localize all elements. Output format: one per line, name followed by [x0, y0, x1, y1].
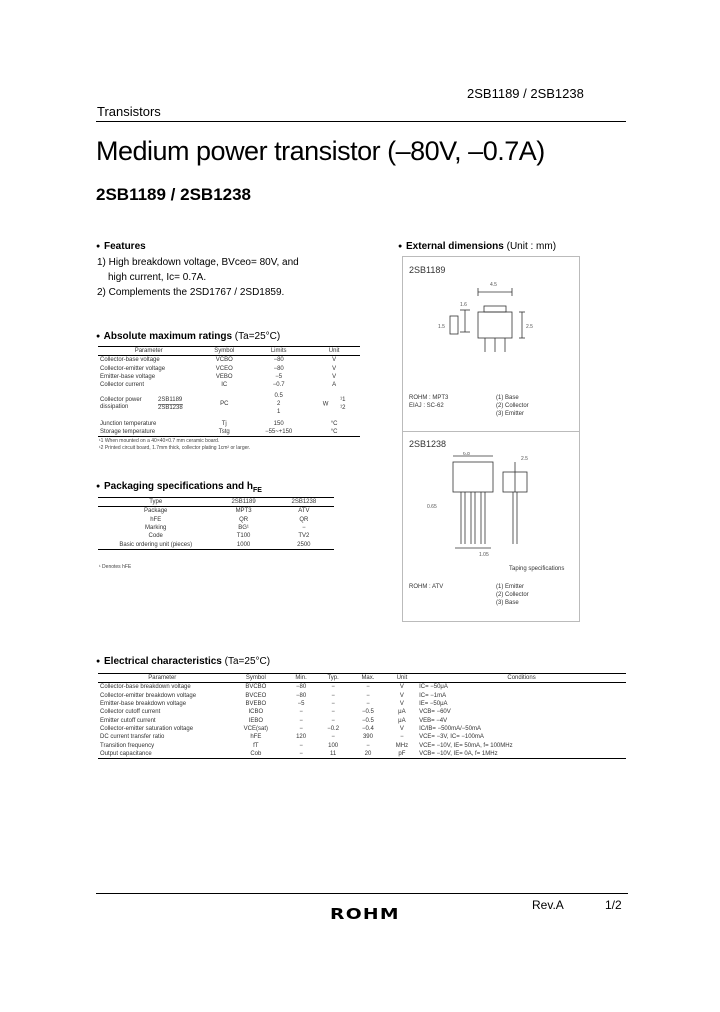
elec-max: 20	[349, 750, 387, 759]
pkg1-pin-2: (2) Collector	[496, 403, 529, 409]
abs-max-note-1: ¹1 When mounted on a 40×40×0.7 mm ceramic board.	[99, 438, 220, 444]
elec-col-typ: Typ.	[317, 674, 349, 683]
abs-max-limit: 150	[273, 420, 284, 427]
abs-max-symbol: VCEO	[215, 365, 233, 372]
elec-max: 390	[362, 734, 373, 741]
ext-dim-heading	[398, 241, 556, 252]
atv-dim-bottom: 1.05	[479, 552, 489, 558]
elec-min: −	[285, 750, 317, 759]
packaging-label: hFE	[150, 516, 162, 523]
power-variant-1: 2SB1189	[158, 396, 183, 403]
abs-max-col-limits: Limits	[249, 347, 308, 356]
packaging-val-b: TV2	[298, 533, 310, 540]
ext-dim-heading-text: External dimensions	[406, 241, 504, 252]
packaging-val-a: QR	[239, 516, 249, 523]
footer-page: 1/2	[605, 898, 622, 912]
table-row	[98, 692, 626, 700]
table-row	[98, 381, 360, 389]
pkg2-name: 2SB1238	[409, 439, 447, 449]
pkg1-name: 2SB1189	[409, 265, 446, 275]
electrical-cond: (Ta=25°C)	[224, 656, 271, 667]
dim-label-side: 1.5	[438, 324, 445, 330]
feature-2: 2) Complements the 2SD1767 / 2SD1859.	[97, 287, 285, 298]
elec-param: Collector-emitter saturation voltage	[100, 725, 194, 732]
elec-conditions: IC= −50μA	[419, 684, 448, 691]
abs-max-symbol: Tj	[221, 420, 227, 427]
elec-min: −	[299, 717, 303, 724]
packaging-header-row	[98, 498, 334, 507]
elec-symbol: BVCEO	[245, 692, 267, 699]
abs-max-unit: °C	[308, 428, 360, 437]
elec-col-max: Max.	[349, 674, 387, 683]
power-unit: W	[322, 402, 329, 409]
elec-conditions: IE= −50μA	[419, 701, 448, 708]
elec-conditions: VCE= −10V, IE= 50mA, f= 100MHz	[419, 742, 513, 749]
elec-max: −	[366, 684, 370, 691]
abs-max-unit: V	[332, 357, 337, 364]
abs-max-col-parameter: Parameter	[98, 347, 199, 356]
table-row	[98, 365, 360, 373]
packaging-col-type: Type	[98, 498, 213, 507]
elec-symbol: ICBO	[248, 709, 264, 716]
pkg2-note: Taping specifications	[509, 566, 565, 572]
table-row	[98, 373, 360, 381]
packaging-col-a: 2SB1189	[213, 498, 273, 507]
power-mark-2: ¹2	[340, 405, 346, 412]
elec-unit: V	[399, 725, 404, 732]
power-marks	[340, 396, 345, 412]
elec-typ: 100	[328, 742, 339, 749]
table-row	[98, 716, 626, 724]
elec-symbol: fT	[253, 742, 259, 749]
packaging-heading-text: Packaging specifications and h	[104, 481, 253, 492]
elec-min: −80	[295, 684, 307, 691]
table-row	[98, 389, 360, 419]
ext-dim-separator	[402, 431, 580, 432]
pkg2-rohm: ROHM : ATV	[409, 584, 444, 590]
header-part-numbers: 2SB1189 / 2SB1238	[467, 86, 584, 101]
elec-symbol: BVCBO	[245, 684, 267, 691]
elec-param: Collector-emitter breakdown voltage	[100, 692, 197, 699]
table-row	[98, 733, 626, 741]
packaging-val-b: −	[302, 525, 306, 532]
abs-max-heading	[96, 331, 280, 342]
page-subtitle: 2SB1189 / 2SB1238	[96, 185, 252, 204]
packaging-label: Basic ordering unit (pieces)	[98, 540, 213, 549]
power-limit-3: 1	[277, 409, 281, 416]
packaging-col-b: 2SB1238	[274, 498, 334, 507]
pkg1-pin-1: (1) Base	[496, 395, 519, 401]
packaging-val-a: T100	[236, 533, 251, 540]
power-variant-2: 2SB1238	[158, 404, 183, 411]
table-row	[98, 356, 360, 365]
elec-conditions: IC= −1mA	[419, 692, 447, 699]
table-row	[98, 532, 334, 540]
elec-param: Transition frequency	[100, 742, 155, 749]
elec-param: Emitter-base breakdown voltage	[100, 701, 187, 708]
power-mark-1: ¹1	[340, 397, 346, 404]
elec-min: −	[299, 725, 303, 732]
abs-max-param: Collector-emitter voltage	[100, 365, 166, 372]
abs-max-col-unit: Unit	[308, 347, 360, 356]
elec-col-unit: Unit	[387, 674, 417, 683]
elec-conditions: IC/IB= −500mA/−50mA	[419, 725, 481, 732]
atv-package-drawing	[425, 452, 575, 562]
elec-col-symbol: Symbol	[227, 674, 285, 683]
packaging-label: Code	[148, 533, 163, 540]
elec-param: Collector cutoff current	[100, 709, 161, 716]
elec-max: −0.5	[362, 717, 374, 724]
elec-symbol: VCE(sat)	[243, 725, 269, 732]
dim-label-lead: 1.6	[460, 302, 467, 308]
power-variants	[158, 397, 183, 412]
elec-unit: −	[400, 734, 404, 741]
table-row	[98, 741, 626, 749]
packaging-label: Marking	[145, 525, 167, 532]
elec-unit: V	[399, 692, 404, 699]
packaging-val-b: 2500	[274, 540, 334, 549]
table-row	[98, 725, 626, 733]
elec-typ: −	[331, 692, 335, 699]
elec-param: DC current transfer ratio	[100, 734, 165, 741]
packaging-table	[98, 497, 334, 550]
packaging-val-a: 1000	[213, 540, 273, 549]
elec-col-parameter: Parameter	[98, 674, 227, 683]
abs-max-unit: A	[332, 382, 337, 389]
features-heading	[96, 241, 146, 252]
atv-dim-right: 2.5	[521, 456, 528, 462]
elec-typ: −	[331, 684, 335, 691]
elec-typ: −	[331, 717, 335, 724]
electrical-heading-text: Electrical characteristics	[104, 656, 222, 667]
table-row	[98, 428, 360, 437]
elec-unit: V	[399, 684, 404, 691]
abs-max-unit: V	[332, 365, 337, 372]
elec-symbol: Cob	[227, 750, 285, 759]
packaging-val-a: MPT3	[235, 508, 252, 515]
packaging-note: ¹ Denotes hFE	[99, 564, 132, 570]
elec-param: Collector-base breakdown voltage	[100, 684, 191, 691]
elec-unit: μA	[398, 717, 406, 724]
elec-symbol: BVEBO	[245, 701, 267, 708]
elec-unit: MHz	[395, 742, 409, 749]
elec-col-conditions: Conditions	[417, 674, 626, 683]
elec-typ: 11	[317, 750, 349, 759]
abs-max-limit: −55~+150	[249, 428, 308, 437]
table-row	[98, 683, 626, 692]
power-symbol: PC	[220, 401, 229, 408]
abs-max-symbol: VEBO	[215, 374, 233, 381]
abs-max-param: Junction temperature	[100, 420, 157, 427]
table-row	[98, 540, 334, 549]
electrical-table	[98, 673, 626, 759]
elec-min: −5	[297, 701, 305, 708]
header-rule	[96, 121, 626, 122]
elec-symbol: IEBO	[248, 717, 264, 724]
abs-max-symbol: VCBO	[215, 357, 233, 364]
dim-label-height: 2.5	[526, 324, 533, 330]
abs-max-note-2: ¹2 Printed circuit board, 1.7mm thick, collector plating 1cm² or larger.	[99, 445, 251, 451]
abs-max-unit: °C	[330, 420, 338, 427]
packaging-val-a: BG¹	[238, 525, 249, 532]
packaging-label: Package	[144, 508, 168, 515]
elec-param: Output capacitance	[98, 750, 227, 759]
table-row	[98, 700, 626, 708]
table-row	[98, 516, 334, 524]
elec-min: 120	[296, 734, 307, 741]
elec-col-min: Min.	[285, 674, 317, 683]
table-row	[98, 507, 334, 516]
footer-revision: Rev.A	[532, 898, 564, 912]
elec-typ: −	[331, 701, 335, 708]
page-title: Medium power transistor (–80V, –0.7A)	[96, 136, 545, 166]
features-heading-text: Features	[104, 241, 146, 252]
abs-max-param: Collector current	[100, 382, 145, 389]
abs-max-col-symbol: Symbol	[199, 347, 249, 356]
abs-max-unit: V	[332, 374, 337, 381]
abs-max-header-row	[98, 347, 360, 356]
table-row	[98, 708, 626, 716]
pkg1-rohm: ROHM : MPT3	[409, 395, 449, 401]
elec-typ: −	[331, 734, 335, 741]
feature-1: 1) High breakdown voltage, BVceo= 80V, and	[97, 257, 299, 268]
elec-conditions: VCB= −10V, IE= 0A, f= 1MHz	[417, 750, 626, 759]
packaging-val-b: ATV	[298, 508, 310, 515]
abs-max-symbol: IC	[221, 382, 228, 389]
abs-max-heading-text: Absolute maximum ratings	[103, 331, 233, 342]
elec-param: Emitter cutoff current	[100, 717, 156, 724]
elec-min: −	[299, 742, 303, 749]
abs-max-param: Storage temperature	[98, 428, 199, 437]
abs-max-param: Emitter-base voltage	[100, 374, 156, 381]
elec-typ: −	[331, 709, 335, 716]
atv-dim-top: 6.8	[463, 452, 470, 457]
atv-dim-left: 0.65	[427, 504, 437, 510]
pkg2-pin-3: (3) Base	[496, 600, 519, 606]
packaging-val-b: QR	[299, 516, 309, 523]
elec-conditions: VCB= −60V	[419, 709, 451, 716]
elec-typ: −0.2	[327, 725, 340, 732]
electrical-header-row	[98, 674, 626, 683]
elec-min: −	[299, 709, 303, 716]
abs-max-limit: −5	[275, 374, 283, 381]
elec-conditions: VCE= −3V, IC= −100mA	[419, 734, 484, 741]
power-label: Collector power dissipation	[100, 397, 142, 411]
header-category: Transistors	[97, 104, 161, 119]
elec-max: −0.5	[362, 709, 374, 716]
pkg2-pin-2: (2) Collector	[496, 592, 529, 598]
elec-conditions: VEB= −4V	[419, 717, 448, 724]
abs-max-limit: −80	[273, 365, 284, 372]
electrical-heading	[96, 656, 270, 667]
elec-unit: V	[399, 701, 404, 708]
abs-max-cond: (Ta=25°C)	[234, 331, 281, 342]
table-row	[98, 419, 360, 427]
abs-max-table	[98, 346, 360, 437]
abs-max-symbol: Tstg	[199, 428, 249, 437]
elec-max: −	[366, 742, 370, 749]
power-limit-1: 0.5	[274, 393, 283, 400]
elec-symbol: hFE	[250, 734, 262, 741]
ext-dim-unit: (Unit : mm)	[506, 241, 557, 252]
power-limit-2: 2	[277, 401, 281, 408]
elec-max: −0.4	[362, 725, 374, 732]
elec-max: −	[366, 701, 370, 708]
abs-max-limit: −80	[273, 357, 284, 364]
elec-min: −80	[295, 692, 307, 699]
dim-label-width: 4.5	[490, 282, 497, 288]
footer-logo: ROHM	[330, 905, 400, 923]
elec-max: −	[366, 692, 370, 699]
table-row	[98, 524, 334, 532]
elec-unit: μA	[398, 709, 406, 716]
mpt3-package-drawing	[430, 276, 540, 376]
feature-1-cont: high current, Ic= 0.7A.	[108, 272, 207, 283]
table-row	[98, 750, 626, 759]
packaging-heading	[96, 481, 262, 494]
pkg1-eiaj: EIAJ : SC-62	[409, 403, 444, 409]
abs-max-param: Collector-base voltage	[100, 357, 160, 364]
abs-max-limit: −0.7	[272, 382, 285, 389]
footer-rule	[96, 893, 628, 894]
packaging-heading-sub: FE	[252, 487, 262, 494]
elec-unit: pF	[387, 750, 417, 759]
pkg2-pin-1: (1) Emitter	[496, 584, 525, 590]
pkg1-pin-3: (3) Emitter	[496, 411, 525, 417]
power-cell	[100, 397, 197, 412]
